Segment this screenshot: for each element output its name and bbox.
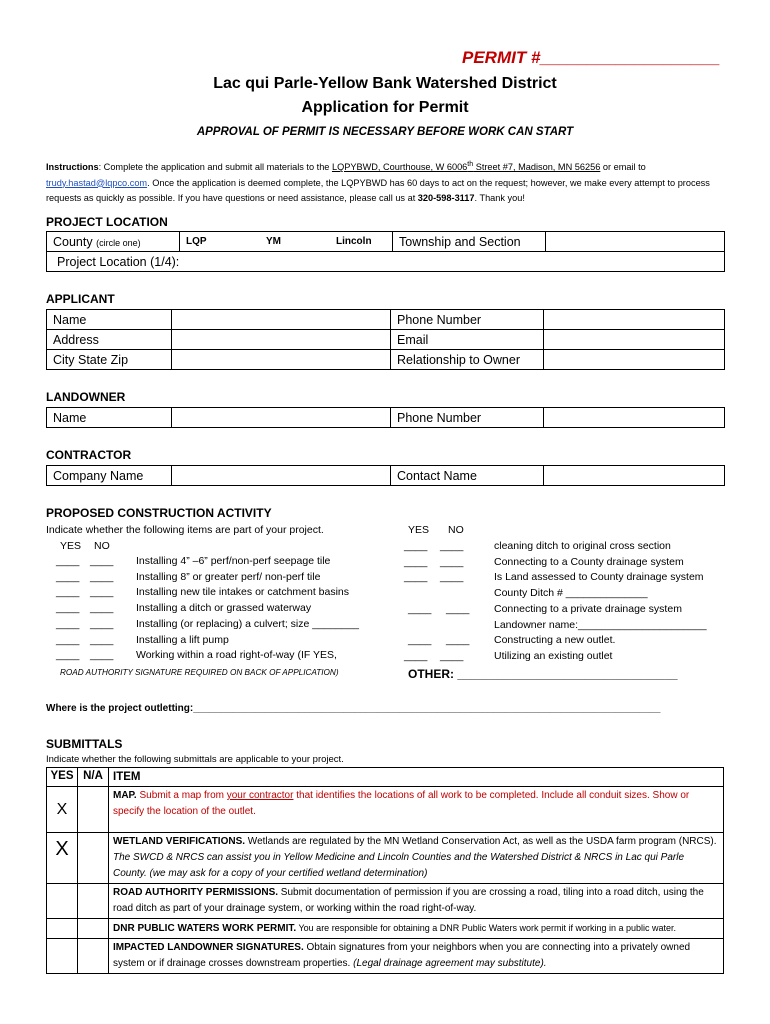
dnr-na-cell[interactable] [78, 919, 109, 939]
map-yes-cell[interactable]: X [47, 787, 78, 833]
landowner-table [46, 407, 725, 428]
checklist-row: ____ ____ Installing a lift pump [56, 633, 229, 646]
applicant-city-field[interactable] [172, 350, 391, 370]
dnr-yes-cell[interactable] [47, 919, 78, 939]
col-yes: YES [47, 768, 78, 787]
checklist-row: Landowner name:______________________ [494, 618, 707, 631]
left-yes-header: YES [60, 540, 82, 552]
col-item: ITEM [109, 768, 724, 787]
checklist-row: ____ ____ cleaning ditch to original cross section [404, 540, 671, 552]
instructions-label: Instructions [46, 162, 99, 173]
wetland-item: WETLAND VERIFICATIONS. Wetlands are regulated by the MN Wetland Conservation Act, as well as the USDA farm program (NRCS). The SWCD & NRCS can assist you in Yellow Medicine and Lincoln Counties and the Watershed District & NRCS in Lac qui Parle County. (we may ask for a copy of your certified wetland determination) [109, 833, 724, 884]
landowner-heading: LANDOWNER [46, 390, 126, 404]
map-item: MAP. Submit a map from your contractor that identifies the locations of all work to be completed. Include all conduit sizes. Show or specify the location of the outlet. [109, 787, 724, 833]
project-location-heading: PROJECT LOCATION [46, 215, 168, 229]
landowner-phone-field[interactable] [544, 408, 725, 428]
wetland-na-cell[interactable] [78, 833, 109, 884]
landowner-name-field[interactable] [172, 408, 391, 428]
landowner-name-label: Name [47, 408, 172, 428]
impacted-yes-cell[interactable] [47, 939, 78, 974]
applicant-email-label: Email [391, 330, 544, 350]
submittals-table [46, 767, 724, 974]
applicant-email-field[interactable] [544, 330, 725, 350]
applicant-name-field[interactable] [172, 310, 391, 330]
checklist-row: ____ ____ Working within a road right-of-way (IF YES, [56, 649, 337, 662]
checklist-row: ____ ____ Connecting to a private drainage system [408, 602, 682, 615]
road-yes-cell[interactable] [47, 884, 78, 919]
road-na-cell[interactable] [78, 884, 109, 919]
checklist-row: County Ditch # ______________ [494, 587, 648, 600]
construction-indicate: Indicate whether the following items are part of your project. [46, 524, 324, 536]
applicant-relationship-field[interactable] [544, 350, 725, 370]
impacted-na-cell[interactable] [78, 939, 109, 974]
email-link[interactable]: trudy.hastad@lqpco.com [46, 177, 148, 188]
outlet-field[interactable]: Where is the project outletting:____________________________________________________________________________________ [46, 703, 661, 714]
applicant-phone-label: Phone Number [391, 310, 544, 330]
applicant-relationship-label: Relationship to Owner [391, 350, 544, 370]
applicant-city-label: City State Zip [47, 350, 172, 370]
right-no-header: NO [448, 524, 464, 536]
applicant-phone-field[interactable] [544, 310, 725, 330]
left-checklist [56, 554, 359, 664]
map-na-cell[interactable] [78, 787, 109, 833]
district-title: Lac qui Parle-Yellow Bank Watershed District [213, 75, 557, 92]
other-field[interactable]: OTHER: _________________________________ [408, 667, 678, 681]
form-title: Application for Permit [301, 99, 469, 116]
construction-heading: PROPOSED CONSTRUCTION ACTIVITY [46, 506, 272, 520]
impacted-item: IMPACTED LANDOWNER SIGNATURES. Obtain signatures from your neighbors when you are connecting into a privately owned system or if drainage crosses downstream properties. (Legal drainage agreement may substitute). [109, 939, 724, 974]
applicant-address-field[interactable] [172, 330, 391, 350]
contact-name-label: Contact Name [391, 466, 544, 486]
applicant-heading: APPLICANT [46, 292, 115, 306]
checklist-row: ____ ____ Constructing a new outlet. [408, 634, 616, 647]
checklist-row: ____ ____ Installing new tile intakes or catchment basins [56, 586, 350, 599]
applicant-name-label: Name [47, 310, 172, 330]
township-field[interactable] [546, 232, 725, 252]
phone-number: 320-598-3117 [417, 193, 475, 204]
checklist-row: ____ ____ Connecting to a County drainage system [404, 555, 684, 568]
permit-number: PERMIT #___________________ [462, 48, 721, 67]
checklist-row: ____ ____ Installing 8” or greater perf/ non-perf tile [56, 570, 321, 583]
instructions: Instructions: Complete the application and submit all materials to the LQPYBWD, Courthouse, W 6006th Street #7, Madison, MN 56256 or email to trudy.hastad@lqpco.com. Once the application is deemed complete, the LQPYBWD has 60 days to act on the request; however, we make every attempt to process requests as quickly as possible. If you have questions or need assistance, please call us at 320-598-3117. Thank you! [46, 161, 710, 204]
road-item: ROAD AUTHORITY PERMISSIONS. Submit documentation of permission if you are crossing a road, tiling into a road ditch, using the road ditch as part of your drainage system, or working within the road right-of-way. [109, 884, 724, 919]
checklist-row: ____ ____ Installing (or replacing) a culvert; size ________ [56, 617, 359, 630]
approval-notice: APPROVAL OF PERMIT IS NECESSARY BEFORE WORK CAN START [196, 126, 574, 138]
mailing-address: LQPYBWD, Courthouse, W 6006th Street #7, Madison, MN 56256 [331, 161, 601, 173]
contractor-heading: CONTRACTOR [46, 448, 132, 462]
road-authority-note: ROAD AUTHORITY SIGNATURE REQUIRED ON BACK OF APPLICATION) [60, 668, 339, 677]
county-label: County (circle one) [47, 232, 180, 252]
county-options[interactable]: LQP YM Lincoln [180, 232, 393, 252]
project-location-field[interactable]: Project Location (1/4): [47, 252, 725, 272]
company-name-label: Company Name [47, 466, 172, 486]
project-location-table [46, 231, 725, 272]
right-yes-header: YES [408, 524, 430, 536]
applicant-table [46, 309, 725, 370]
checklist-row: ____ ____ Installing a ditch or grassed waterway [56, 602, 312, 615]
col-na: N/A [78, 768, 109, 787]
applicant-address-label: Address [47, 330, 172, 350]
company-name-field[interactable] [172, 466, 391, 486]
left-no-header: NO [94, 540, 110, 552]
checklist-row: ____ ____ Installing 4” –6” perf/non-perf seepage tile [56, 555, 331, 567]
checklist-row: ____ ____ Is Land assessed to County drainage system [404, 571, 704, 584]
wetland-yes-cell[interactable]: X [47, 833, 78, 884]
submittals-heading: SUBMITTALS [46, 737, 123, 751]
landowner-phone-label: Phone Number [391, 408, 544, 428]
contact-name-field[interactable] [544, 466, 725, 486]
township-label: Township and Section [393, 232, 546, 252]
checklist-row: ____ ____ Utilizing an existing outlet [404, 649, 613, 662]
right-checklist [404, 539, 707, 665]
dnr-item: DNR PUBLIC WATERS WORK PERMIT. You are responsible for obtaining a DNR Public Waters work permit if working in a public water. [109, 919, 724, 939]
contractor-table [46, 465, 725, 486]
submittals-indicate: Indicate whether the following submittals are applicable to your project. [46, 754, 344, 765]
